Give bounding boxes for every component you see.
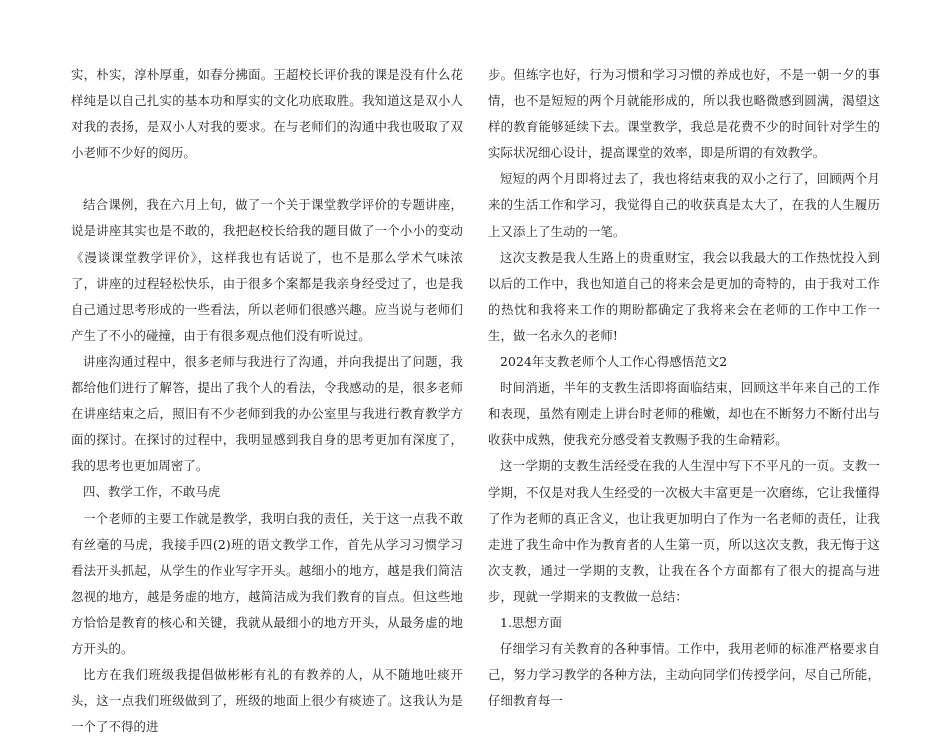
paragraph: 比方在我们班级我提倡做彬彬有礼的有教养的人，从不随地吐痰开头，这一点我们班级做到了，班级的地面上很少有痰迹了。这我认为是一个了不得的进 — [71, 667, 463, 735]
paragraph: 结合课例，我在六月上旬，做了一个关于课堂教学评价的专题讲座，说是讲座其实也是不敢的，我把赵校长给我的题目做了一个小小的变动《漫谈课堂教学评价》，这样我也有话说了，也不是那么学术气味浓了，讲座的过程轻松快乐，由于很多个案都是我亲身经受过了，也是我自己通过思考形成的一些看法，所以老师们很感兴趣。应当说与老师们产生了不小的碰撞，由于有很多观点他们没有听说过。 — [71, 197, 463, 343]
paragraph: 讲座沟通过程中，很多老师与我进行了沟通，并向我提出了问题，我都给他们进行了解答，提出了我个人的看法，令我感动的是，很多老师在讲座结束之后，照旧有不少老师到我的办公室里与我进行教育教学方面的探讨。在探讨的过程中，我明显感到我自身的思考更加有深度了，我的思考也更加周密了。 — [71, 353, 463, 474]
paragraph: 这次支教是我人生路上的贵重财宝，我会以我最大的工作热忱投入到以后的工作中，我也知道自己的将来会是更加的奇特的，由于我对工作的热忱和我将来工作的期盼都确定了我将来会在老师的工作中工作一生，做一名永久的老师! — [488, 249, 880, 343]
paragraph: 一个老师的主要工作就是教学，我明白我的责任，关于这一点我不敢有丝毫的马虎，我接手四(2)班的语文教学工作，首先从学习习惯学习看法开头抓起，从学生的作业写字开头。越细小的地方，越是我们简洁忽视的地方，越是务虚的地方，越简洁成为我们教育的盲点。但这些地方恰恰是教育的核心和关键，我就从最细小的地方开头，从最务虚的地方开头的。 — [71, 510, 463, 656]
section-heading: 1.思想方面 — [500, 614, 562, 630]
paragraph: 步。但练字也好，行为习惯和学习习惯的养成也好，不是一朝一夕的事情，也不是短短的两个月就能形成的，所以我也略微感到圆满，渴望这样的教育能够延续下去。课堂教学，我总是花费不少的时间针对学生的实际状况细心设计，提高课堂的效率，即是所谓的有效教学。 — [488, 67, 880, 161]
paragraph: 仔细学习有关教育的各种事情。工作中，我用老师的标准严格要求自己，努力学习教学的各种方法，主动向同学们传授学问，尽自己所能，仔细教育每一 — [488, 641, 880, 709]
paragraph: 实，朴实，淳朴厚重，如春分拂面。王超校长评价我的课是没有什么花样纯是以自己扎实的基本功和厚实的文化功底取胜。我知道这是双小人对我的表扬，是双小人对我的要求。在与老师们的沟通中我也吸取了双小老师不少好的阅历。 — [71, 67, 463, 161]
section-heading: 四、教学工作，不敢马虎 — [83, 484, 221, 500]
right-column — [488, 62, 880, 714]
article-title: 2024年支教老师个人工作心得感悟范文2 — [500, 354, 728, 370]
left-column — [71, 62, 463, 740]
paragraph: 时间消逝，半年的支教生活即将面临结束，回顾这半年来自己的工作和表现，虽然有刚走上讲台时老师的稚嫩，却也在不断努力不断付出与收获中成熟，使我充分感受着支教赐予我的生命精彩。 — [488, 380, 880, 448]
paragraph-gap — [71, 166, 463, 192]
paragraph: 短短的两个月即将过去了，我也将结束我的双小之行了，回顾两个月来的生活工作和学习，我觉得自己的收获真是太大了，在我的人生履历上又添上了生动的一笔。 — [488, 171, 880, 239]
paragraph: 这一学期的支教生活经受在我的人生涅中写下不平凡的一页。支教一学期，不仅是对我人生经受的一次极大丰富更是一次磨练，它让我懂得了作为老师的真正含义，也让我更加明白了作为一名老师的责任，让我走进了我生命中作为教育者的人生第一页，所以这次支教，我无悔于这次支教，通过一学期的支教，让我在各个方面都有了很大的提高与进步，现就一学期来的支教做一总结： — [488, 458, 880, 604]
